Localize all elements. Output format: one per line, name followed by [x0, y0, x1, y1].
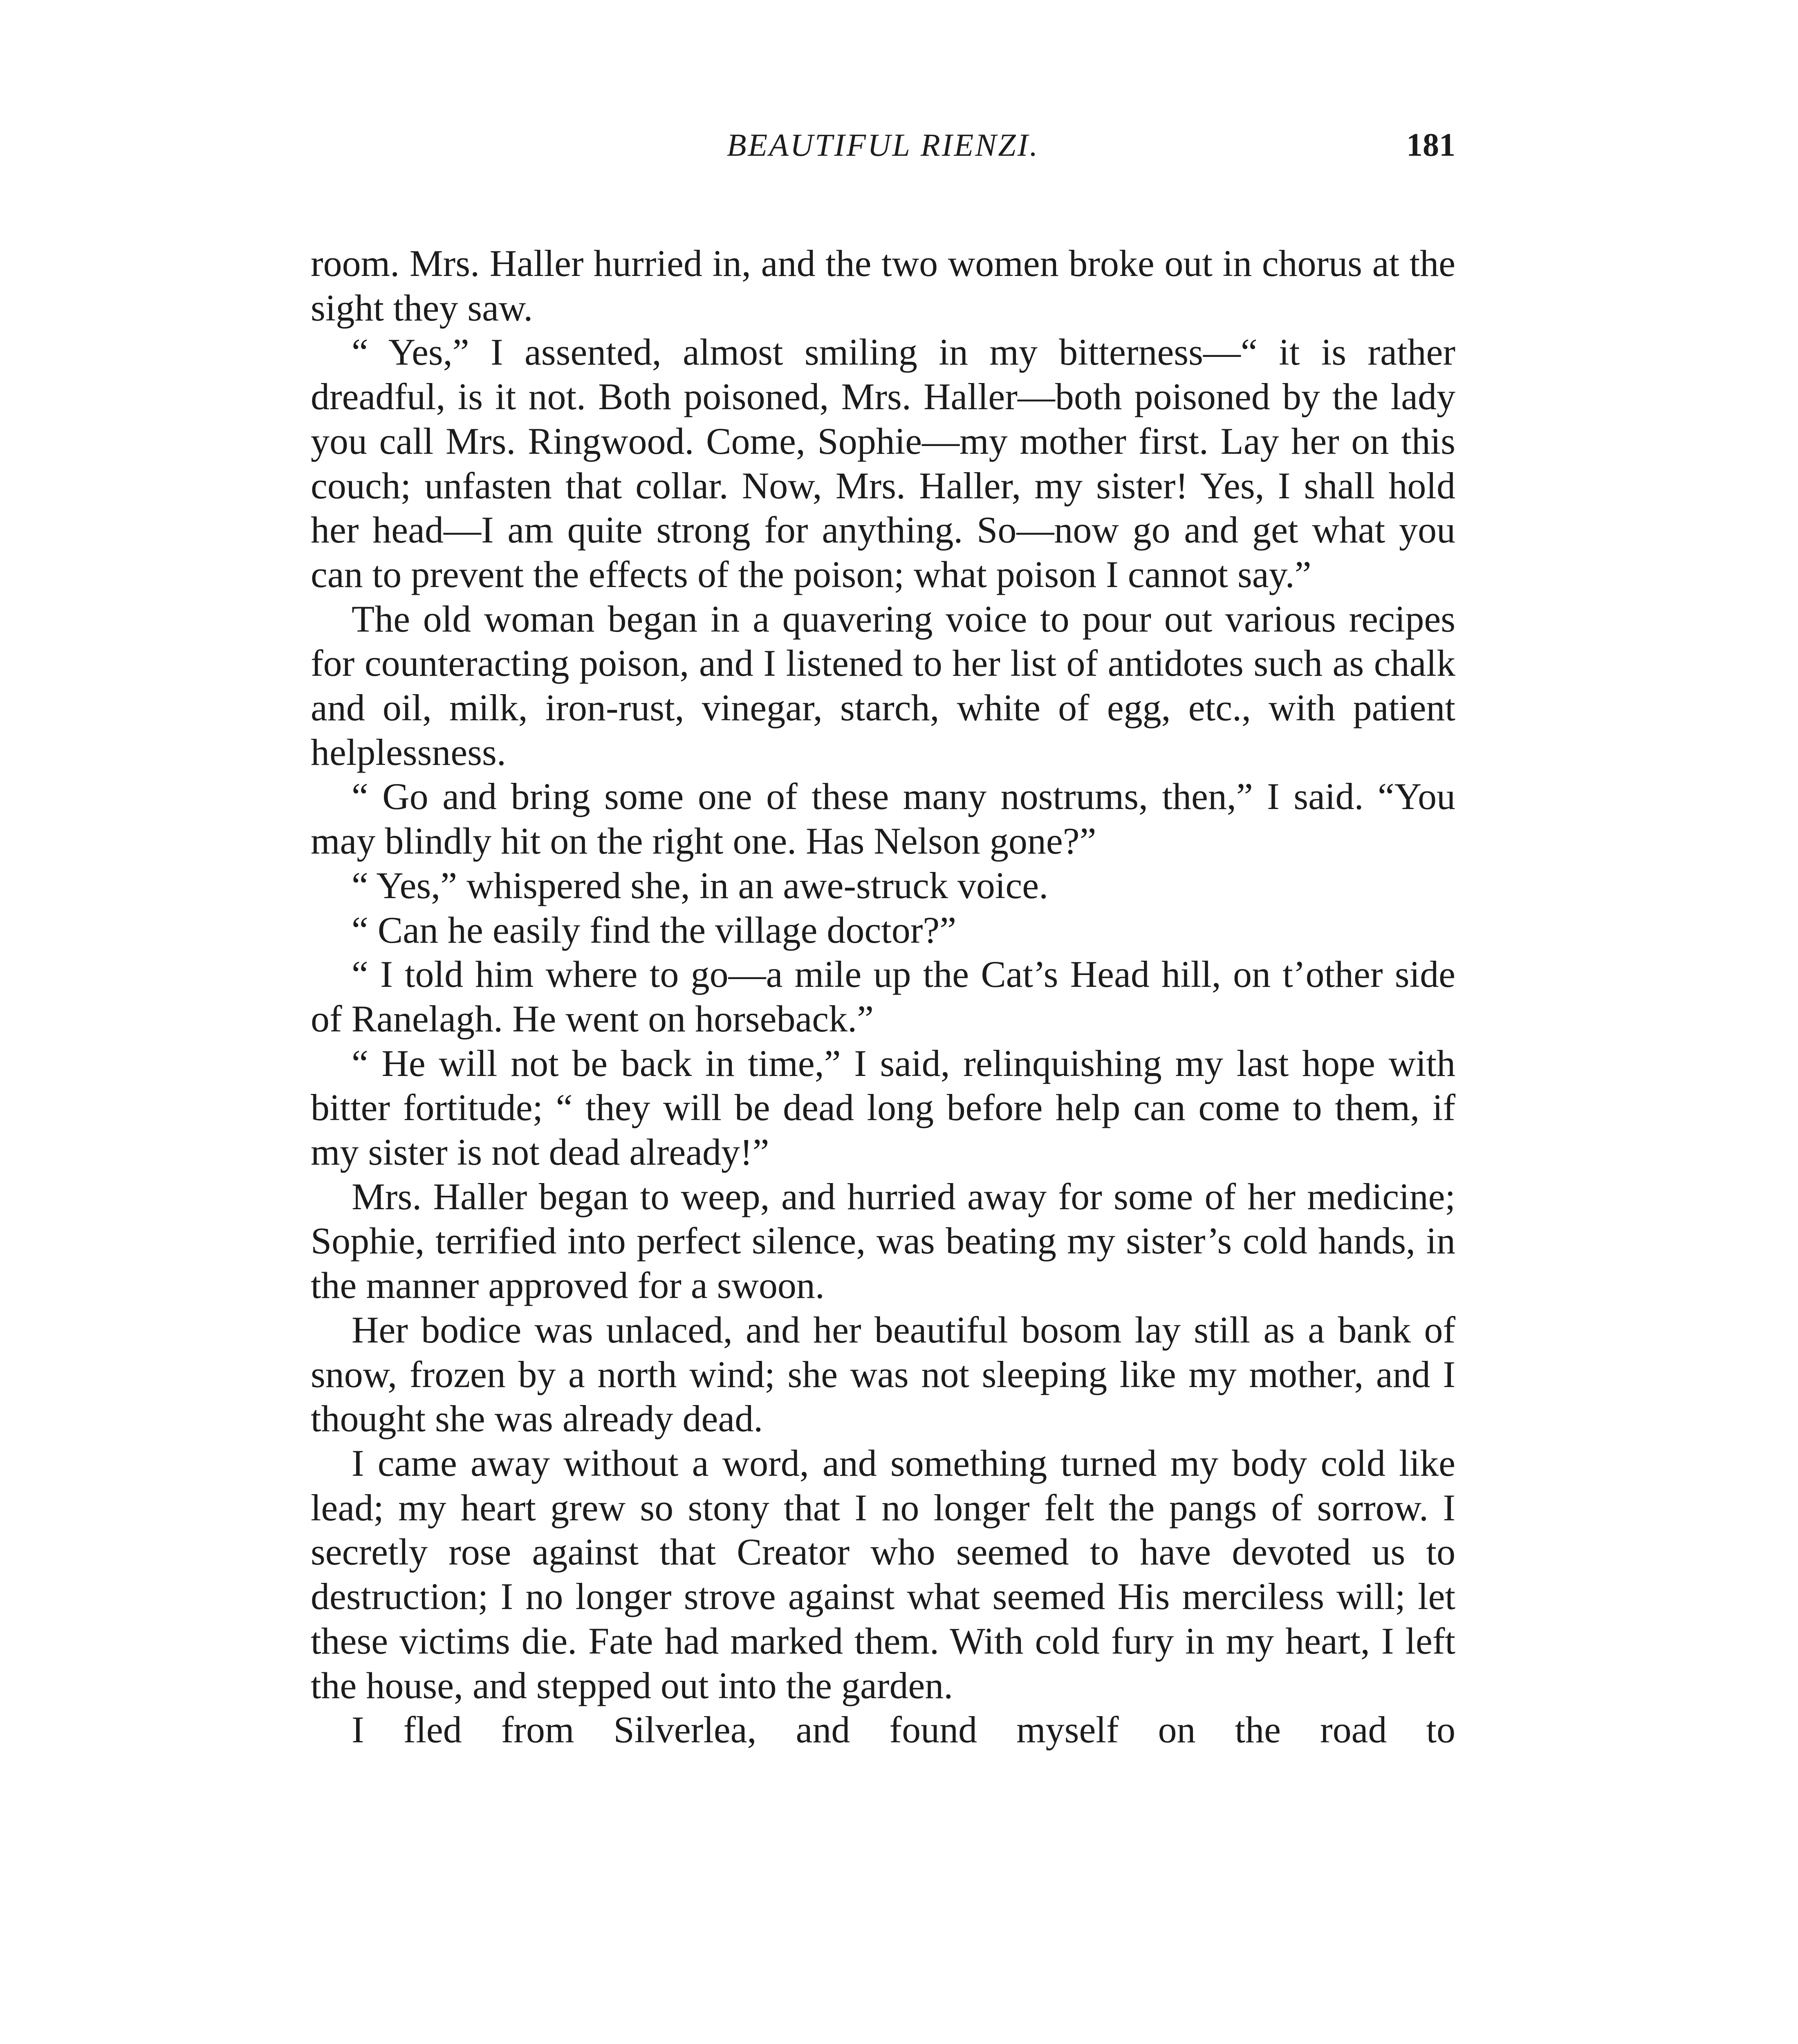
paragraph: I fled from Silverlea, and found myself on the road to: [352, 1709, 1455, 1751]
running-head: [311, 119, 1455, 172]
paragraph: I came away without a word, and something turned my body cold like lead; my heart grew so stony that I no longer felt the pangs of sorrow. I secretly rose against that Creator who seemed to have devoted us to destruction; I no longer strove against what seemed His merciless will; let these victims die. Fate had marked them. With cold fury in my heart, I left the house, and stepped out into the garden.: [311, 1442, 1455, 1706]
running-title: BEAUTIFUL RIENZI.: [726, 127, 1040, 163]
paragraph: “ Yes,” I assented, almost smiling in my bitterness—“ it is rather dreadful, is it not. Both poisoned, Mrs. Haller—both poisoned by the lady you call Mrs. Ringwood. Come, Sophie—my mother first. Lay her on this couch; unfasten that collar. Now, Mrs. Haller, my sister! Yes, I shall hold her head—I am quite strong for anything. So—now go and get what you can to prevent the effects of the poison; what poison I cannot say.”: [311, 331, 1455, 595]
paragraph: “ Can he easily find the village doctor?”: [352, 909, 957, 951]
paragraph: “ I told him where to go—a mile up the Cat’s Head hill, on t’other side of Ranelagh. He went on horseback.”: [311, 953, 1455, 1040]
paragraph: The old woman began in a quavering voice to pour out various recipes for counteracting poison, and I listened to her list of antidotes such as chalk and oil, milk, iron-rust, vinegar, starch, white of egg, etc., with patient helplessness.: [311, 598, 1455, 773]
paragraph: “ Yes,” whispered she, in an awe-struck voice.: [352, 864, 1049, 906]
paragraph: “ He will not be back in time,” I said, relinquishing my last hope with bitter fortitude; “ they will be dead long before help can come to them, if my sister is not dead already!”: [311, 1042, 1455, 1173]
paragraph: “ Go and bring some one of these many nostrums, then,” I said. “You may blindly hit on the right one. Has Nelson gone?”: [311, 775, 1455, 862]
paragraph: Mrs. Haller began to weep, and hurried away for some of her medicine; Sophie, terrified into perfect silence, was beating my sister’s cold hands, in the manner approved for a swoon.: [311, 1175, 1455, 1307]
paragraph: room. Mrs. Haller hurried in, and the two women broke out in chorus at the sight they saw.: [311, 242, 1455, 329]
page-number: 181: [1406, 127, 1455, 163]
paragraph: Her bodice was unlaced, and her beautiful bosom lay still as a bank of snow, frozen by a north wind; she was not sleeping like my mother, and I thought she was already dead.: [311, 1309, 1455, 1440]
body-text: [311, 241, 1455, 1752]
